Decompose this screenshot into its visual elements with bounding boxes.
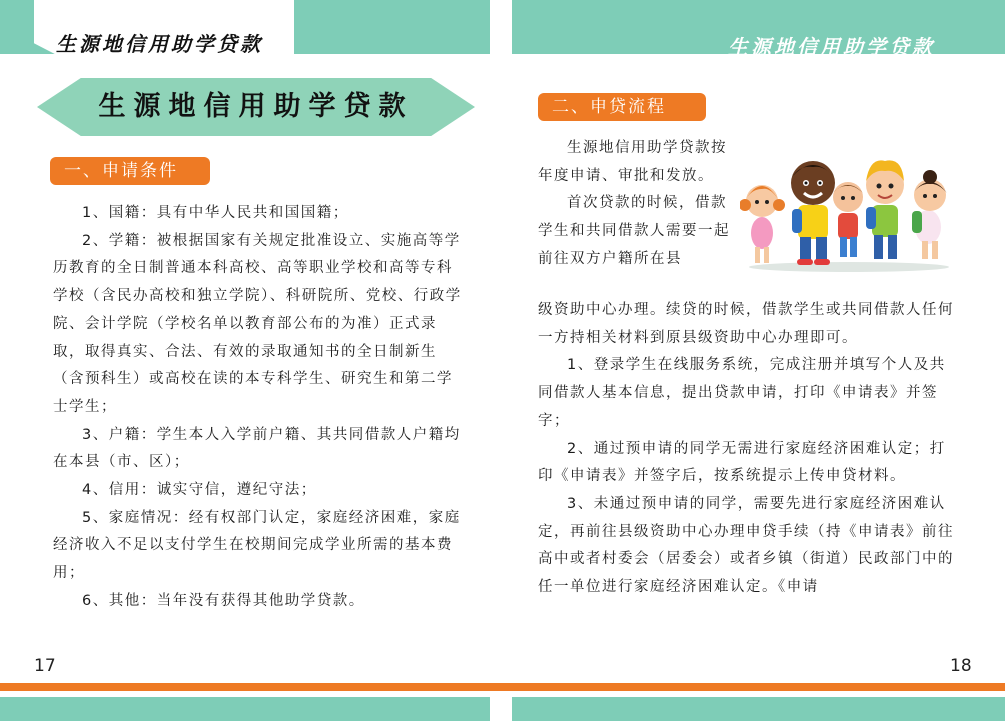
process-intro-text: [538, 135, 738, 274]
bottom-bar-right: [512, 697, 1005, 721]
process-text: [538, 297, 961, 602]
bottom-bar-left: [0, 697, 490, 721]
page-number-left: 17: [34, 656, 56, 676]
condition-paragraph: 2、学籍：被根据国家有关规定批准设立、实施高等学历教育的全日制普通本科高校、高等职业学校和高等专科学校（含民办高校和独立学院）、科研院所、党校、行政学院、会计学院（学校名单以教育部公布的为准）正式录取，取得真实、合法、有效的录取通知书的全日制新生（含预科生）或高校在读的本专科学生、研究生和第二学士学生；: [53, 232, 462, 415]
condition-paragraph: 4、信用：诚实守信，遵纪守法；: [82, 482, 317, 499]
condition-paragraph: 6、其他：当年没有获得其他助学贷款。: [82, 592, 365, 609]
process-paragraph: 2、通过预申请的同学无需进行家庭经济困难认定；打印《申请表》并签字后，按系统提示上传申贷材料。: [538, 440, 946, 485]
process-paragraph: 生源地信用助学贷款按年度申请、审批和发放。: [538, 140, 727, 184]
process-paragraph: 首次贷款的时候，借款学生和共同借款人需要一起前往双方户籍所在县: [538, 195, 730, 267]
child-figure: [912, 170, 947, 259]
children-running-illustration: [740, 143, 958, 273]
conditions-text: [53, 200, 466, 616]
condition-paragraph: 5、家庭情况：经有权部门认定，家庭经济困难，家庭经济收入不足以支付学生在校期间完成学业所需的基本费用；: [53, 509, 461, 582]
condition-paragraph: 1、国籍：具有中华人民共和国国籍；: [82, 205, 349, 221]
page-title: 生源地信用助学贷款: [98, 91, 414, 122]
header-title-right: 生源地信用助学贷款: [728, 35, 935, 59]
condition-paragraph: 3、户籍：学生本人入学前户籍、其共同借款人户籍均在本县（市、区）；: [53, 426, 461, 471]
header-title-left: 生源地信用助学贷款: [56, 32, 263, 56]
process-paragraph: 1、登录学生在线服务系统，完成注册并填写个人及共同借款人基本信息，提出贷款申请，打印《申请表》并签字；: [538, 357, 946, 429]
child-figure: [833, 182, 863, 257]
child-figure: [866, 160, 904, 259]
process-paragraph-continuation: 级资助中心办理。续贷的时候，借款学生或共同借款人任何一方持相关材料到原县级资助中心办理即可。: [538, 302, 954, 346]
bottom-orange-stripe: [0, 683, 1005, 691]
child-figure: [791, 161, 835, 265]
process-paragraph: 3、未通过预申请的同学，需要先进行家庭经济困难认定，再前往县级资助中心办理申贷手续（持《申请表》前往高中或者村委会（居委会）或者乡镇（街道）民政部门中的任一单位进行家庭经济困难认定。《申请: [538, 495, 954, 596]
child-figure: [740, 185, 785, 263]
section-heading-process: 二、申贷流程: [538, 93, 706, 121]
section-heading-conditions: 一、申请条件: [50, 157, 210, 185]
page-number-right: 18: [950, 656, 972, 676]
